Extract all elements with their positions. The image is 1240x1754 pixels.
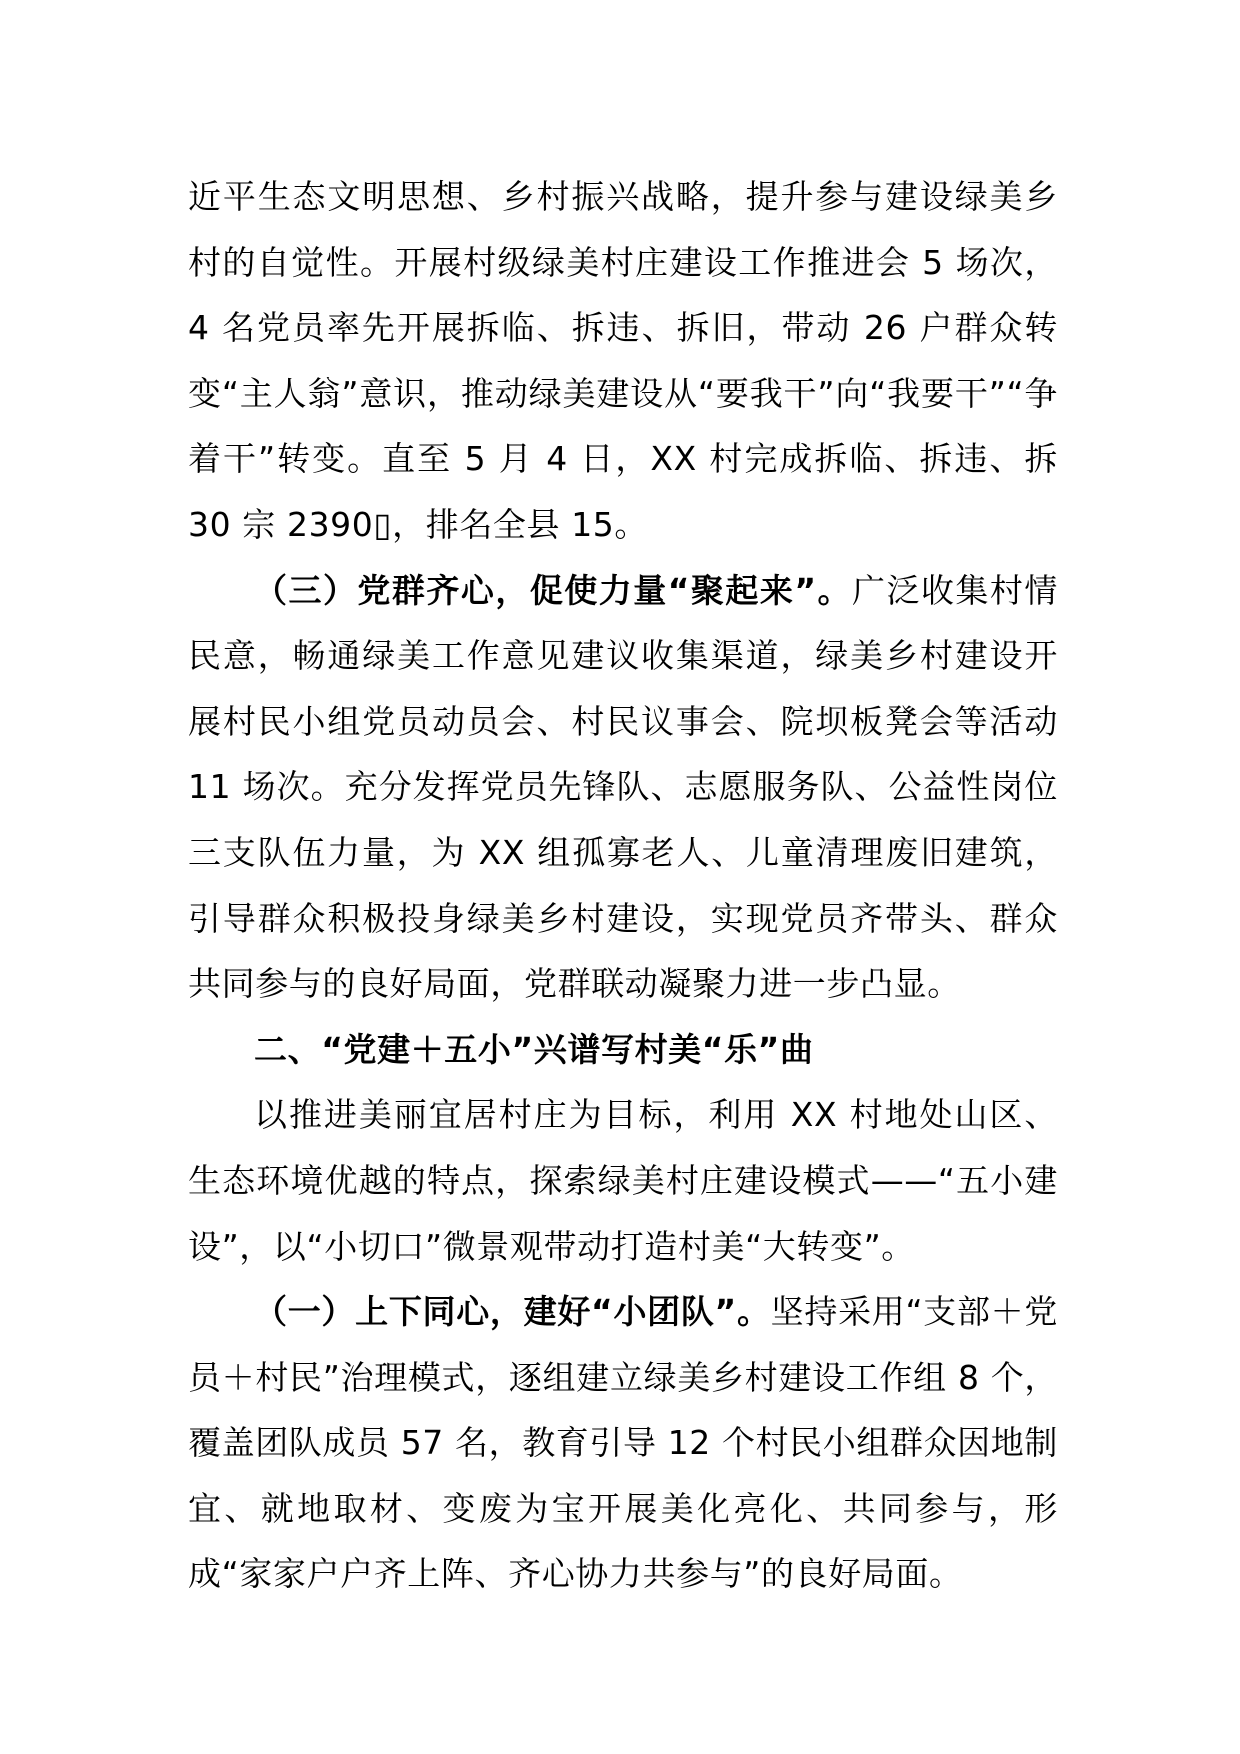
paragraph-heading: （三）党群齐心，促使力量“聚起来”。 bbox=[254, 570, 852, 610]
section-title-text: 二、“党建＋五小”兴谱写村美“乐”曲 bbox=[254, 1029, 814, 1069]
paragraph-heading: （一）上下同心，建好“小团队”。 bbox=[254, 1292, 771, 1332]
document-body bbox=[188, 164, 1058, 1607]
paragraph-small-team bbox=[188, 1279, 1058, 1607]
paragraph-text: 坚持采用“支部＋党员＋村民”治理模式，逐组建立绿美乡村建设工作组 8 个，覆盖团队成员 57 名，教育引导 12 个村民小组群众因地制宜、就地取材、变废为宝开展美化亮化、共同参与，形成“家家户户齐上阵、齐心协力共参与”的良好局面。 bbox=[188, 1292, 1058, 1594]
paragraph-text: 以推进美丽宜居村庄为目标，利用 XX 村地处山区、生态环境优越的特点，探索绿美村庄建设模式——“五小建设”，以“小切口”微景观带动打造村美“大转变”。 bbox=[188, 1095, 1058, 1266]
section-title bbox=[188, 1017, 1058, 1083]
paragraph-text: 广泛收集村情民意，畅通绿美工作意见建议收集渠道，绿美乡村建设开展村民小组党员动员会、村民议事会、院坝板凳会等活动 11 场次。充分发挥党员先锋队、志愿服务队、公益性岗位三支队伍力量，为 XX 组孤寡老人、儿童清理废旧建筑，引导群众积极投身绿美乡村建设，实现党员齐带头、群众共同参与的良好局面，党群联动凝聚力进一步凸显。 bbox=[188, 570, 1058, 1004]
paragraph-continuation bbox=[188, 164, 1058, 558]
paragraph-text: 近平生态文明思想、乡村振兴战略，提升参与建设绿美乡村的自觉性。开展村级绿美村庄建设工作推进会 5 场次，4 名党员率先开展拆临、拆违、拆旧，带动 26 户群众转变“主人翁”意识，推动绿美建设从“要我干”向“我要干”“争着干”转变。直至 5 月 4 日，XX 村完成拆临、拆违、拆 30 宗 2390▯，排名全县 15。 bbox=[188, 177, 1058, 544]
paragraph-party-unity bbox=[188, 558, 1058, 1017]
paragraph-intro bbox=[188, 1082, 1058, 1279]
